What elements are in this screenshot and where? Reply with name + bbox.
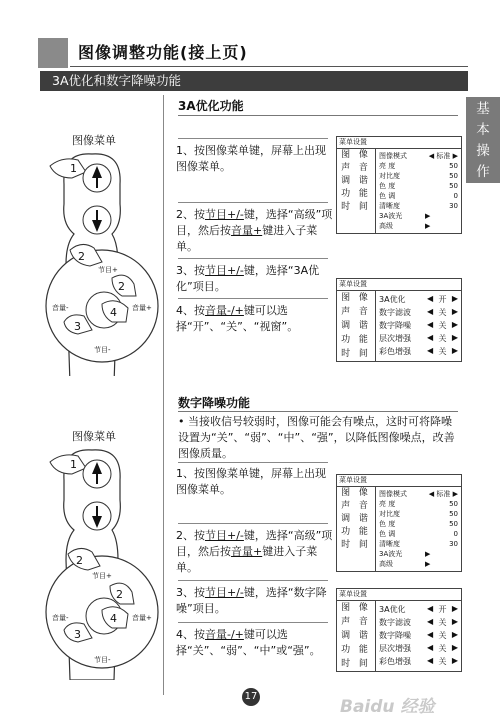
- osd-header: 菜单设置: [337, 279, 461, 291]
- osd-row: 3A优化 ◀ 开 ▶: [379, 294, 458, 304]
- osd-row: 对比度 50: [379, 510, 458, 518]
- osd-row: 图像模式 ◀ 标准 ▶: [379, 490, 458, 498]
- remote-illustration: [42, 144, 162, 376]
- osd-row: 色 度 50: [379, 182, 458, 190]
- remote-label: 图像菜单: [72, 430, 116, 443]
- osd-menu-sound: 声 音: [341, 163, 371, 173]
- watermark-logo: Baidu 经验: [340, 697, 435, 717]
- remote-number-1: 1: [70, 162, 77, 175]
- remote-number-2: 2: [78, 250, 85, 263]
- osd-header: 菜单设置: [337, 137, 461, 149]
- osd-menu-sound: 声 音: [341, 617, 371, 627]
- remote-illustration: [42, 440, 162, 680]
- osd-menu-function: 功 能: [341, 645, 371, 655]
- osd-row: 层次增强 ◀ 关 ▶: [379, 643, 458, 653]
- osd-row: 高级 ▶: [379, 560, 431, 568]
- remote-number-3: 3: [74, 628, 81, 641]
- remote-number-4: 4: [110, 612, 117, 625]
- key-vol-down: 音量-: [52, 614, 69, 622]
- osd-menu-time: 时 间: [341, 540, 371, 550]
- key-vol-up: 音量+: [132, 304, 152, 312]
- osd-row: 高级 ▶: [379, 222, 431, 230]
- osd-picture-menu: [336, 474, 462, 572]
- page-number: 17: [242, 688, 260, 706]
- step-rule: [178, 202, 328, 203]
- key-vol-up: 音量+: [132, 614, 152, 622]
- osd-picture-menu: [336, 136, 462, 234]
- part2-heading: 数字降噪功能: [178, 396, 251, 410]
- osd-advanced-submenu: [336, 588, 462, 672]
- osd-row: 层次增强 ◀ 关 ▶: [379, 333, 458, 343]
- title-marker-block: [38, 38, 68, 68]
- step-rule: [178, 462, 328, 463]
- side-tab-char: 基: [476, 101, 490, 117]
- osd-side-menu: [337, 601, 376, 671]
- osd-menu-tuning: 调 谐: [341, 514, 371, 524]
- osd-menu-sound: 声 音: [341, 307, 371, 317]
- osd-menu-function: 功 能: [341, 527, 371, 537]
- part1-step-4: 4、按音量-/+键可以选择“开”、“关”、“视窗”。: [176, 304, 299, 333]
- step-rule: [178, 622, 328, 623]
- osd-menu-time: 时 间: [341, 349, 371, 359]
- part2-note: • 当接收信号较弱时，图像可能会有噪点，这时可将降噪设置为“关”、“弱”、“中”、“强”，以降低图像噪点，改善图像质量。: [178, 415, 455, 460]
- remote-number-1: 1: [70, 458, 77, 471]
- column-divider: [163, 95, 164, 695]
- osd-side-menu: [337, 487, 376, 571]
- osd-row: 数字滤波 ◀ 关 ▶: [379, 307, 458, 317]
- part2-heading-rule: [178, 411, 458, 412]
- part2-step-4: 4、按音量-/+键可以选择“关”、“弱”、“中”或“强”。: [176, 628, 321, 657]
- osd-items: [376, 291, 461, 361]
- osd-menu-picture: 图 像: [341, 150, 371, 160]
- osd-row: 3A波光 ▶: [379, 550, 431, 558]
- osd-row: 数字降噪 ◀ 关 ▶: [379, 320, 458, 330]
- osd-row: 色 度 50: [379, 520, 458, 528]
- osd-menu-sound: 声 音: [341, 501, 371, 511]
- osd-menu-picture: 图 像: [341, 293, 371, 303]
- osd-row: 数字滤波 ◀ 关 ▶: [379, 617, 458, 627]
- osd-row: 彩色增强 ◀ 关 ▶: [379, 346, 458, 356]
- osd-row: 彩色增强 ◀ 关 ▶: [379, 656, 458, 666]
- osd-row: 清晰度 30: [379, 202, 458, 210]
- side-tab-char: 操: [476, 143, 490, 159]
- side-tab-basic-operation: [466, 97, 500, 183]
- step-rule: [178, 138, 328, 139]
- osd-menu-function: 功 能: [341, 335, 371, 345]
- osd-advanced-submenu: [336, 278, 462, 362]
- osd-items: [376, 487, 461, 571]
- osd-row: 3A波光 ▶: [379, 212, 431, 220]
- section-title-bar: 3A优化和数字降噪功能: [40, 71, 468, 91]
- osd-row: 数字降噪 ◀ 关 ▶: [379, 630, 458, 640]
- osd-menu-tuning: 调 谐: [341, 631, 371, 641]
- part1-step-2: 2、按节目+/-键，选择“高级”项目，然后按音量+键进入子菜单。: [176, 208, 333, 253]
- osd-row: 清晰度 30: [379, 540, 458, 548]
- part1-heading-rule: [178, 115, 458, 116]
- key-vol-down: 音量-: [52, 304, 69, 312]
- key-ch-down: 节目-: [94, 346, 111, 354]
- osd-row: 对比度 50: [379, 172, 458, 180]
- osd-menu-time: 时 间: [341, 202, 371, 212]
- step-rule: [178, 580, 328, 581]
- part1-heading: 3A优化功能: [178, 99, 244, 113]
- osd-items: [376, 601, 461, 671]
- osd-menu-tuning: 调 谐: [341, 176, 371, 186]
- remote-number-2: 2: [76, 554, 83, 567]
- side-tab-char: 本: [476, 122, 490, 138]
- key-ch-up: 节目+: [92, 572, 112, 580]
- osd-header: 菜单设置: [337, 589, 461, 601]
- osd-menu-tuning: 调 谐: [341, 321, 371, 331]
- step-rule: [178, 298, 328, 299]
- remote-number-3: 3: [74, 320, 81, 333]
- osd-header: 菜单设置: [337, 475, 461, 487]
- remote-number-4: 4: [110, 306, 117, 319]
- key-ch-up: 节目+: [98, 266, 118, 274]
- osd-row: 图像模式 ◀ 标准 ▶: [379, 152, 458, 160]
- page-title: 图像调整功能(接上页): [78, 43, 248, 62]
- key-ch-down: 节目-: [94, 656, 111, 664]
- osd-menu-time: 时 间: [341, 659, 371, 669]
- step-rule: [178, 258, 328, 259]
- osd-side-menu: [337, 149, 376, 233]
- osd-items: [376, 149, 461, 233]
- osd-menu-picture: 图 像: [341, 603, 371, 613]
- osd-row: 3A优化 ◀ 开 ▶: [379, 604, 458, 614]
- remote-number-2b: 2: [118, 280, 125, 293]
- osd-menu-function: 功 能: [341, 189, 371, 199]
- osd-menu-picture: 图 像: [341, 488, 371, 498]
- osd-row: 色 调 0: [379, 530, 458, 538]
- osd-row: 亮 度 50: [379, 500, 458, 508]
- part2-step-3: 3、按节目+/-键，选择“数字降噪”项目。: [176, 586, 327, 615]
- side-tab-char: 作: [476, 164, 490, 180]
- part1-step-1: 1、按图像菜单键，屏幕上出现图像菜单。: [176, 144, 326, 173]
- part2-step-1: 1、按图像菜单键，屏幕上出现图像菜单。: [176, 467, 326, 496]
- osd-row: 亮 度 50: [379, 162, 458, 170]
- part1-step-3: 3、按节目+/-键，选择“3A优化”项目。: [176, 264, 320, 293]
- osd-row: 色 调 0: [379, 192, 458, 200]
- title-rule: [70, 66, 468, 67]
- remote-number-2b: 2: [116, 588, 123, 601]
- step-rule: [178, 523, 328, 524]
- remote-label: 图像菜单: [72, 134, 116, 147]
- part2-step-2: 2、按节目+/-键，选择“高级”项目，然后按音量+键进入子菜单。: [176, 529, 333, 574]
- osd-side-menu: [337, 291, 376, 361]
